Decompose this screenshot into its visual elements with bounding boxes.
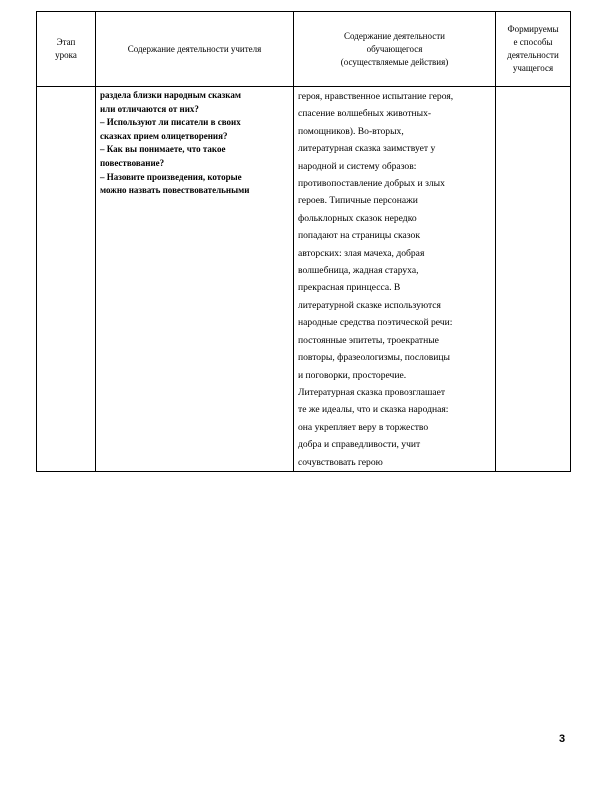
table-row	[37, 87, 571, 472]
student-text-line: народной и систему образов:	[298, 160, 417, 172]
student-text-line: она укрепляет веру в торжество	[298, 421, 429, 433]
student-text-line: попадают на страницы сказок	[298, 230, 420, 242]
header-label: обучающегося	[366, 43, 423, 54]
student-text-line: повторы, фразеологизмы, пословицы	[298, 352, 450, 364]
header-label: учащегося	[512, 63, 554, 73]
student-text-line: постоянные эпитеты, троекратные	[298, 334, 439, 346]
student-text-line: героев. Типичные персонажи	[298, 195, 418, 207]
header-competences	[496, 12, 571, 87]
student-text-line: противопоставление добрых и злых	[298, 178, 445, 190]
student-text-line: литературная сказка заимствует у	[298, 143, 436, 155]
teacher-text-line: раздела близки народным сказкам	[100, 90, 241, 100]
header-label: (осуществляемые действия)	[340, 56, 449, 67]
student-text-line: и поговорки, просторечие.	[298, 369, 407, 381]
header-label: Этап	[56, 37, 76, 47]
student-text-line: Литературная сказка провозглашает	[298, 386, 446, 398]
header-label: Содержание деятельности учителя	[127, 43, 262, 54]
student-text-line: сочувствовать герою	[298, 456, 383, 468]
student-text-line: волшебница, жадная старуха,	[298, 265, 419, 277]
student-text-line: помощников). Во-вторых,	[298, 125, 404, 137]
student-text-line: спасение волшебных животных-	[298, 108, 432, 120]
header-teacher-activity	[96, 12, 294, 87]
student-text-line: авторских: злая мачеха, добрая	[298, 247, 425, 259]
student-text-line: те же идеалы, что и сказка народная:	[298, 404, 449, 416]
teacher-text-line: можно назвать повествовательными	[100, 185, 250, 196]
teacher-text-line: – Назовите произведения, которые	[100, 171, 242, 182]
header-stage	[37, 12, 96, 87]
teacher-text-line: повествование?	[100, 157, 165, 168]
teacher-text-line: – Используют ли писатели в своих	[100, 117, 241, 128]
teacher-text-line: – Как вы понимаете, что такое	[100, 144, 226, 155]
cell-student-activity	[294, 87, 496, 472]
student-text-line: добра и справедливости, учит	[298, 439, 421, 451]
header-label: Формируемы	[507, 24, 559, 34]
lesson-plan-table	[36, 11, 571, 472]
student-text-line: героя, нравственное испытание героя,	[298, 91, 454, 102]
table-header-row	[37, 12, 571, 87]
teacher-text-line: или отличаются от них?	[100, 103, 199, 114]
student-text-line: прекрасная принцесса. В	[298, 282, 401, 294]
page-number: 3	[559, 733, 566, 745]
header-label: е способы	[513, 37, 553, 47]
cell-stage	[37, 87, 96, 472]
student-text-line: литературной сказке используются	[298, 299, 441, 311]
cell-teacher-activity	[96, 87, 294, 472]
student-text-line: фольклорных сказок нередко	[298, 212, 417, 224]
header-student-activity	[294, 12, 496, 87]
student-text-line: народные средства поэтической речи:	[298, 317, 453, 329]
cell-competences	[496, 87, 571, 472]
header-label: урока	[55, 50, 77, 60]
header-label: деятельности	[507, 50, 559, 60]
teacher-text-line: сказках прием олицетворения?	[100, 130, 228, 141]
header-label: Содержание деятельности	[344, 30, 445, 41]
